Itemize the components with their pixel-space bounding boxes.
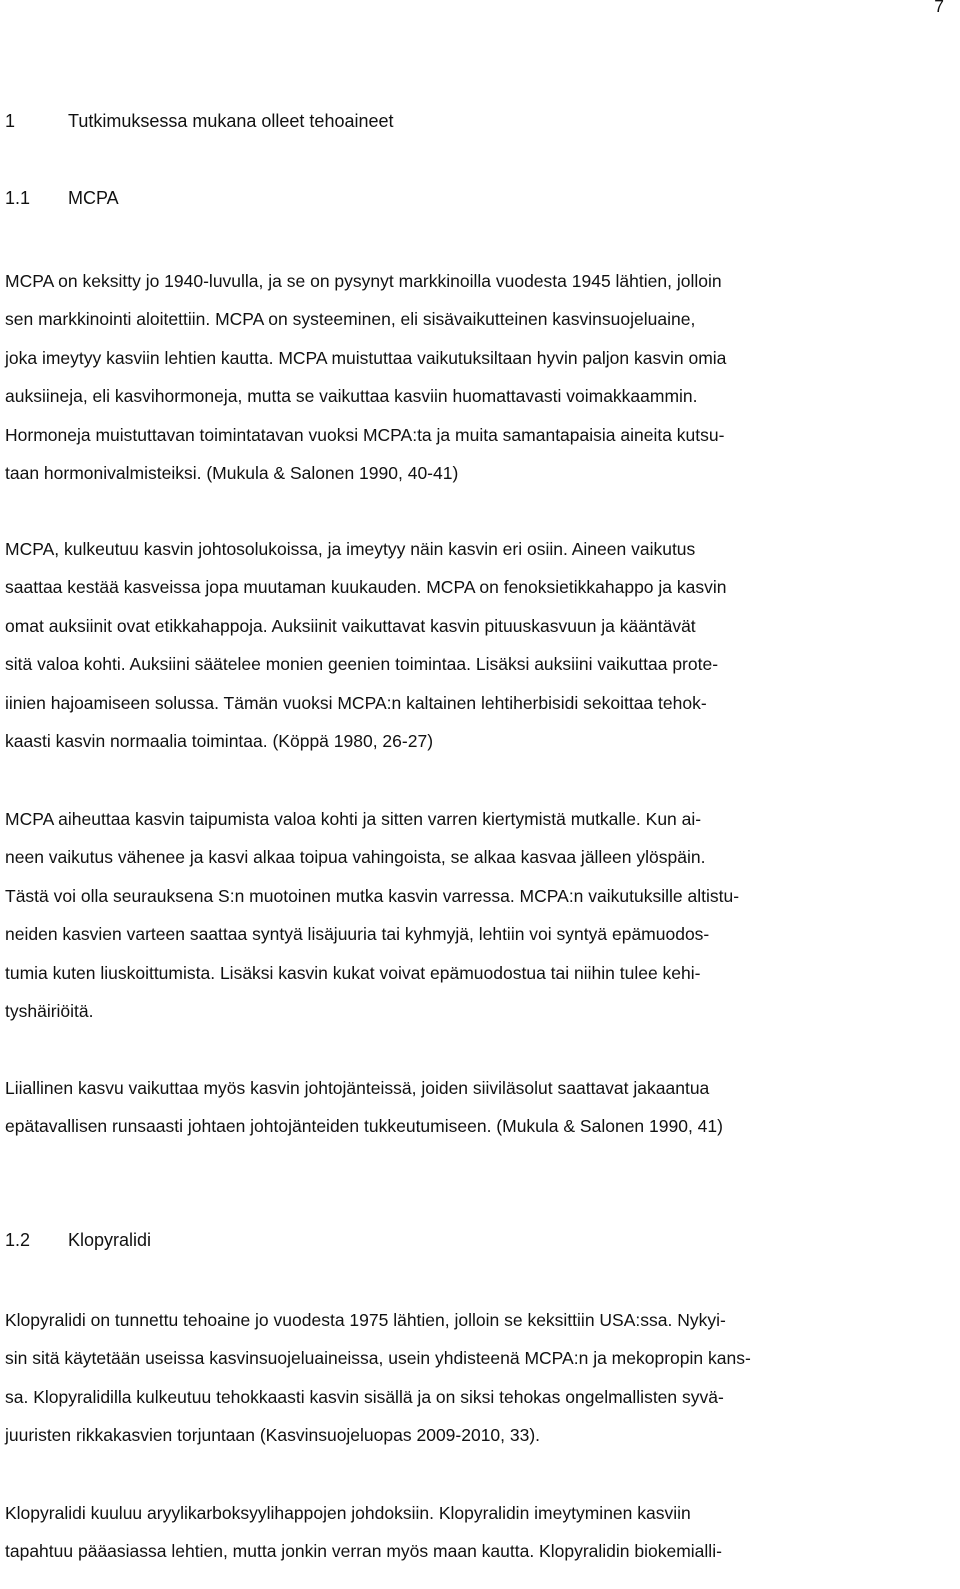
text-line: tyshäiriöitä.	[5, 1000, 94, 1021]
paragraph-klopyralidi-chemistry	[5, 1494, 940, 1571]
text-line: MCPA on keksitty jo 1940-luvulla, ja se on pysynyt markkinoilla vuodesta 1945 lähtien, jolloin	[5, 271, 722, 291]
paragraph-klopyralidi-intro	[5, 1301, 940, 1455]
section-title: MCPA	[68, 188, 119, 208]
paragraph-mcpa-growth	[5, 1069, 940, 1146]
text-line: sin sitä käytetään useissa kasvinsuojeluaineissa, usein yhdisteenä MCPA:n ja mekopropin kans-	[5, 1348, 751, 1369]
text-line: sen markkinointi aloitettiin. MCPA on systeeminen, eli sisävaikutteinen kasvinsuojeluaine,	[5, 309, 696, 330]
text-line: Liiallinen kasvu vaikuttaa myös kasvin johtojänteissä, joiden siiviläsolut saattavat jakaantua	[5, 1078, 710, 1098]
text-line: sa. Klopyralidilla kulkeutuu tehokkaasti kasvin sisällä ja on siksi tehokas ongelmallisten syvä-	[5, 1386, 724, 1407]
paragraph-mcpa-history	[5, 262, 940, 492]
text-line: epätavallisen runsaasti johtaen johtojänteiden tukkeutumiseen. (Mukula & Salonen 1990, 41)	[5, 1116, 723, 1137]
text-line: Klopyralidi on tunnettu tehoaine jo vuodesta 1975 lähtien, jolloin se keksittiin USA:ssa. Nykyi-	[5, 1310, 726, 1330]
text-line: iinien hajoamiseen solussa. Tämän vuoksi MCPA:n kaltainen lehtiherbisidi sekoittaa tehok-	[5, 692, 707, 713]
text-line: joka imeytyy kasviin lehtien kautta. MCPA muistuttaa vaikutuksiltaan hyvin paljon kasvin omia	[5, 347, 727, 368]
text-line: tapahtuu pääasiassa lehtien, mutta jonkin verran myös maan kautta. Klopyralidin biokemialli-	[5, 1541, 722, 1562]
paragraph-mcpa-transport	[5, 530, 940, 760]
section-heading-1-2	[5, 1230, 151, 1251]
text-line: sitä valoa kohti. Auksiini säätelee monien geenien toimintaa. Lisäksi auksiini vaikuttaa prote-	[5, 654, 719, 675]
text-line: auksiineja, eli kasvihormoneja, mutta se vaikuttaa kasviin huomattavasti voimakkaammin.	[5, 386, 698, 407]
text-line: Hormoneja muistuttavan toimintatavan vuoksi MCPA:ta ja muita samantapaisia aineita kutsu-	[5, 424, 725, 445]
text-line: MCPA, kulkeutuu kasvin johtosolukoissa, ja imeytyy näin kasvin eri osiin. Aineen vaikutus	[5, 539, 696, 559]
section-title: Klopyralidi	[68, 1230, 152, 1250]
text-line: Klopyralidi kuuluu aryylikarboksyylihappojen johdoksiin. Klopyralidin imeytyminen kasviin	[5, 1503, 691, 1523]
paragraph-mcpa-effects	[5, 800, 940, 1030]
page-number: 7	[934, 0, 944, 16]
text-line: taan hormonivalmisteiksi. (Mukula & Salonen 1990, 40-41)	[5, 462, 459, 483]
section-number: 1.1	[5, 188, 31, 208]
section-heading-1-1	[5, 188, 119, 209]
text-line: omat auksiinit ovat etikkahappoja. Auksiinit vaikuttavat kasvin pituuskasvuun ja kääntävät	[5, 615, 696, 636]
section-title: Tutkimuksessa mukana olleet tehoaineet	[68, 111, 394, 131]
section-number: 1	[5, 111, 16, 131]
text-line: neen vaikutus vähenee ja kasvi alkaa toipua vahingoista, se alkaa kasvaa jälleen ylöspäin.	[5, 847, 706, 868]
section-number: 1.2	[5, 1230, 31, 1250]
text-line: MCPA aiheuttaa kasvin taipumista valoa kohti ja sitten varren kiertymistä mutkalle. Kun ai-	[5, 809, 702, 829]
text-line: juuristen rikkakasvien torjuntaan (Kasvinsuojeluopas 2009-2010, 33).	[5, 1425, 541, 1446]
text-line: kaasti kasvin normaalia toimintaa. (Köppä 1980, 26-27)	[5, 730, 434, 751]
text-line: saattaa kestää kasveissa jopa muutaman kuukauden. MCPA on fenoksietikkahappo ja kasvin	[5, 577, 727, 598]
section-heading-1	[5, 111, 394, 132]
text-line: tumia kuten liuskoittumista. Lisäksi kasvin kukat voivat epämuodostua tai niihin tulee kehi-	[5, 962, 701, 983]
text-line: Tästä voi olla seurauksena S:n muotoinen mutka kasvin varressa. MCPA:n vaikutuksille altistu-	[5, 885, 740, 906]
text-line: neiden kasvien varteen saattaa syntyä lisäjuuria tai kyhmyjä, lehtiin voi syntyä epämuodos-	[5, 924, 710, 945]
